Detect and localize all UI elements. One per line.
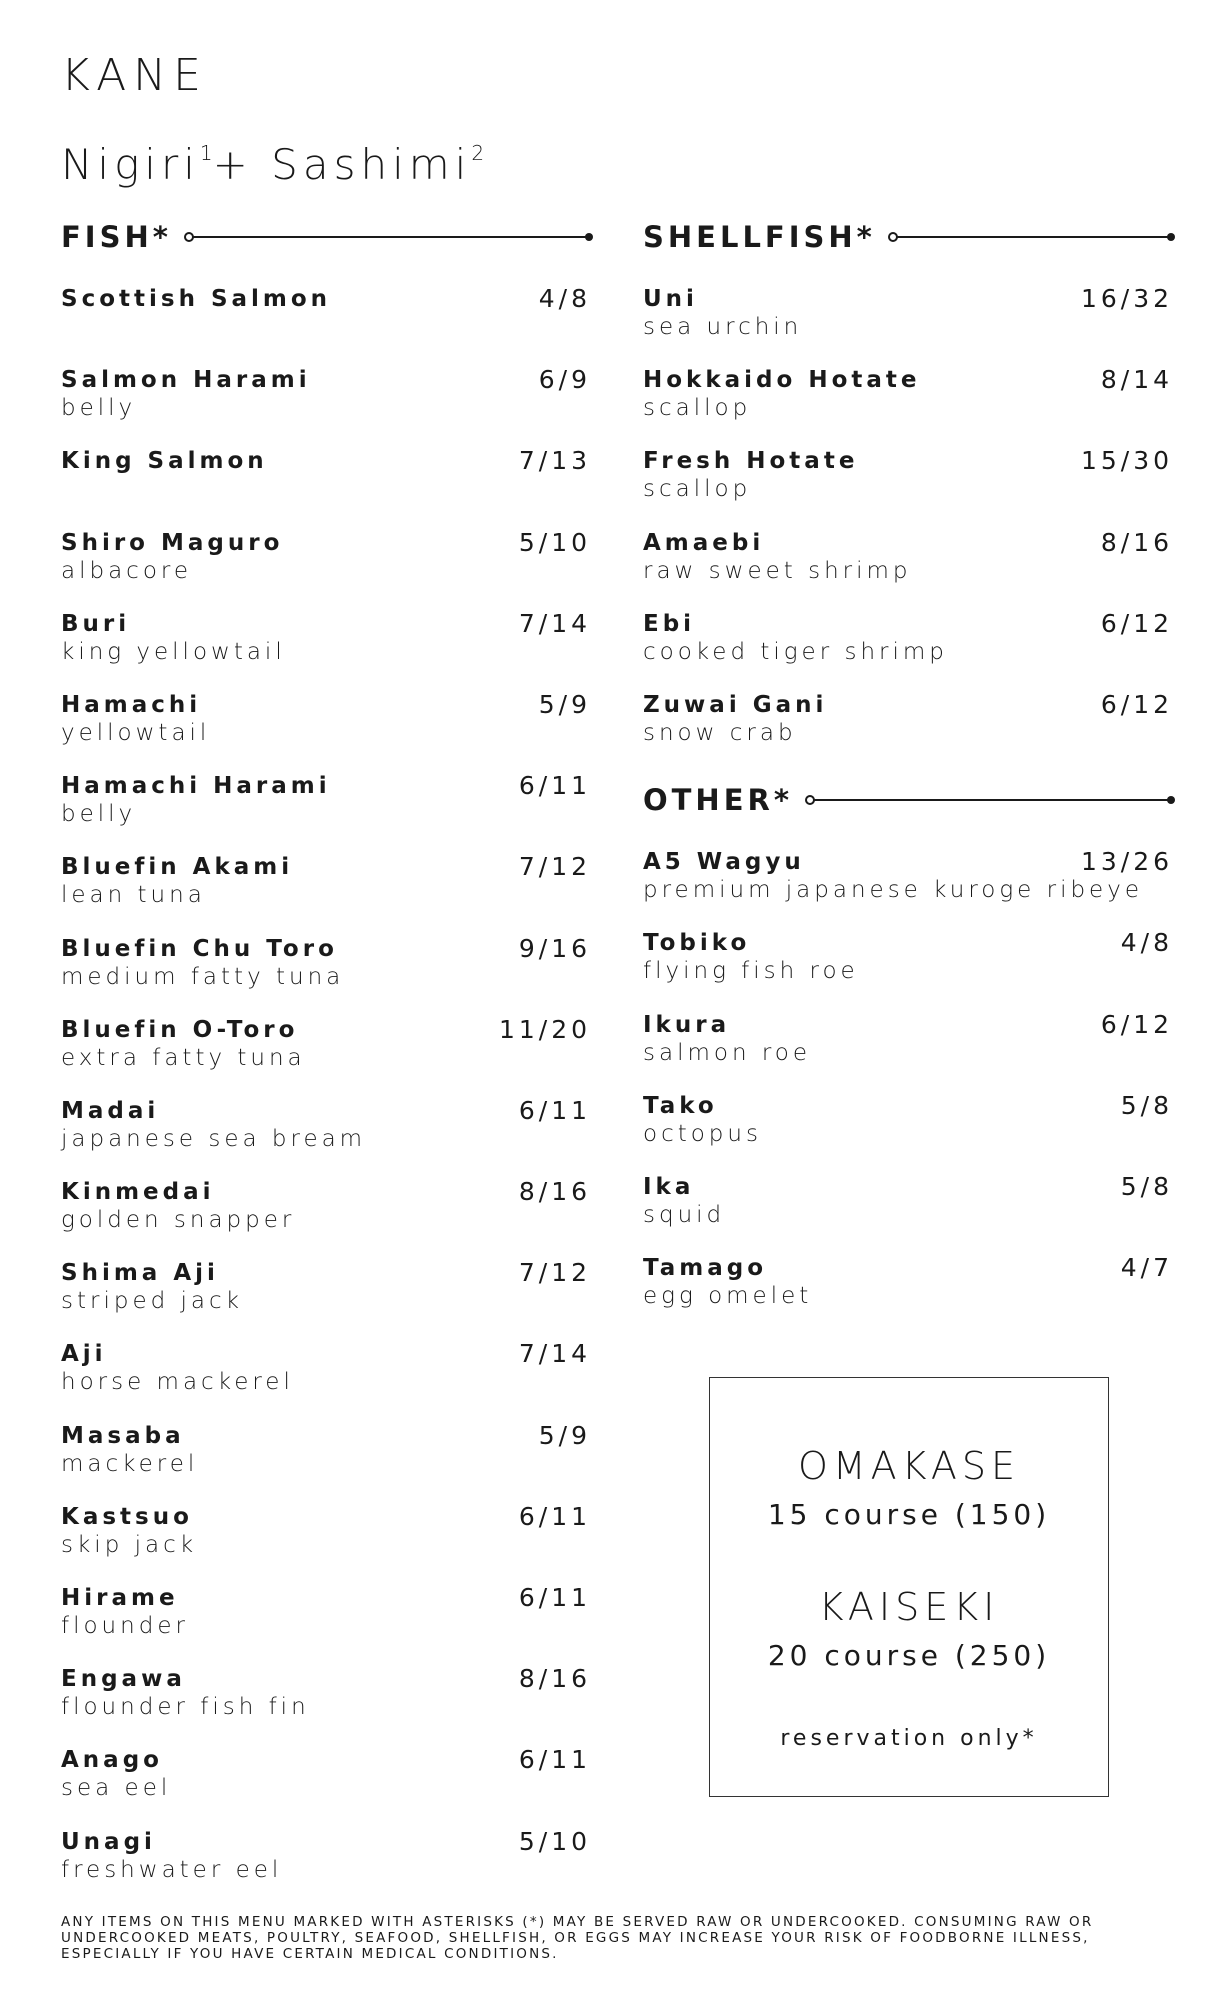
item-price: 7/14 <box>518 1339 591 1369</box>
item-description: lean tuna <box>61 882 206 909</box>
other-list <box>643 848 1173 1335</box>
menu-item <box>643 366 1173 447</box>
omakase-title: OMAKASE <box>797 1444 1021 1488</box>
subtitle-sup-2: 2 <box>471 141 485 165</box>
divider-end-dot <box>585 233 593 241</box>
subtitle-sashimi: + Sashimi <box>212 140 472 189</box>
item-price: 5/9 <box>538 689 591 719</box>
item-name: Masaba <box>61 1422 185 1449</box>
item-name: A5 Wagyu <box>643 849 805 876</box>
menu-item <box>643 1173 1173 1254</box>
item-price: 6/11 <box>518 1583 591 1612</box>
item-description: skip jack <box>61 1531 198 1558</box>
menu-item <box>61 1259 591 1340</box>
kaiseki-detail: 20 course (250) <box>767 1639 1051 1672</box>
menu-item <box>61 935 591 1016</box>
menu-item <box>61 1178 591 1259</box>
fish-column <box>61 215 591 1909</box>
shellfish-list <box>643 285 1173 772</box>
menu-item <box>643 285 1173 366</box>
subtitle-nigiri: Nigiri <box>61 140 200 189</box>
item-description: egg omelet <box>643 1283 813 1310</box>
menu-item <box>643 529 1173 610</box>
item-price: 7/14 <box>518 608 591 638</box>
divider-start-dot <box>888 232 898 242</box>
shellfish-section-title: SHELLFISH* <box>643 220 876 254</box>
item-description: mackerel <box>61 1450 199 1477</box>
menu-subtitle <box>61 140 484 189</box>
item-description: flounder <box>61 1613 189 1639</box>
item-price: 11/20 <box>498 1014 591 1044</box>
menu-item <box>61 1746 591 1827</box>
item-description: albacore <box>61 557 192 584</box>
section-divider <box>192 236 591 238</box>
item-description: striped jack <box>61 1288 243 1315</box>
item-price: 4/8 <box>538 284 591 313</box>
item-price: 5/10 <box>518 1826 591 1856</box>
item-price: 16/32 <box>1080 284 1173 313</box>
item-name: Anago <box>61 1747 163 1774</box>
menu-item <box>61 772 591 853</box>
item-name: Hamachi <box>61 691 202 718</box>
item-price: 7/12 <box>518 852 591 882</box>
item-price: 8/16 <box>1100 527 1173 557</box>
item-name: Aji <box>61 1341 107 1368</box>
raw-food-disclaimer: ANY ITEMS ON THIS MENU MARKED WITH ASTERISKS (*) MAY BE SERVED RAW OR UNDERCOOKED. CONSUMING RAW OR UNDERCOOKED MEATS, POULTRY, SEAFOOD, SHELLFISH, OR EGGS MAY INCREASE YOUR RISK OF FOODBORNE ILLNESS, ESPECIALLY IF YOU HAVE CERTAIN MEDICAL CONDITIONS. <box>61 1914 1094 1962</box>
item-description: belly <box>61 801 137 828</box>
divider-start-dot <box>805 795 815 805</box>
other-section-title: OTHER* <box>643 783 794 818</box>
item-description: snow crab <box>643 719 797 746</box>
item-price: 8/16 <box>518 1664 591 1694</box>
menu-item <box>61 285 591 366</box>
item-description: japanese sea bream <box>61 1125 367 1152</box>
section-divider <box>896 236 1173 238</box>
item-name: Tako <box>643 1092 718 1119</box>
item-name: Salmon Harami <box>61 367 311 394</box>
item-name: Ebi <box>643 610 696 637</box>
menu-item <box>61 1503 591 1584</box>
tasting-menu-box <box>709 1377 1109 1797</box>
item-price: 5/8 <box>1120 1171 1173 1201</box>
item-price: 6/12 <box>1100 1009 1173 1039</box>
item-price: 8/16 <box>518 1177 591 1207</box>
item-description: extra fatty tuna <box>61 1044 306 1071</box>
item-description: premium japanese kuroge ribeye <box>643 877 1143 904</box>
menu-item <box>643 929 1173 1010</box>
menu-item <box>643 1254 1173 1335</box>
item-description: yellowtail <box>61 719 211 746</box>
item-price: 6/12 <box>1100 689 1173 719</box>
item-description: raw sweet shrimp <box>643 557 912 584</box>
kaiseki-title: KAISEKI <box>818 1585 1000 1629</box>
item-description: salmon roe <box>643 1039 812 1066</box>
item-description: horse mackerel <box>61 1369 294 1396</box>
menu-item <box>643 848 1173 929</box>
item-name: Hamachi Harami <box>61 773 331 800</box>
item-name: Tobiko <box>643 930 751 957</box>
item-price: 13/26 <box>1080 847 1173 877</box>
fish-list <box>61 285 591 1909</box>
menu-item <box>643 1092 1173 1173</box>
item-name: Shiro Maguro <box>61 529 284 556</box>
item-description: sea urchin <box>643 314 803 340</box>
menu-item <box>61 1584 591 1665</box>
item-price: 6/11 <box>518 1745 591 1775</box>
item-name: Kastsuo <box>61 1503 193 1530</box>
omakase-detail: 15 course (150) <box>767 1498 1051 1531</box>
item-description: flounder fish fin <box>61 1694 310 1721</box>
item-name: Fresh Hotate <box>643 448 859 475</box>
item-price: 4/7 <box>1120 1253 1173 1283</box>
item-price: 7/12 <box>518 1258 591 1288</box>
item-description: scallop <box>643 476 752 503</box>
item-price: 15/30 <box>1080 446 1173 476</box>
item-name: Engawa <box>61 1666 186 1693</box>
item-name: Uni <box>643 286 698 312</box>
item-price: 8/14 <box>1100 365 1173 395</box>
item-name: Bluefin Akami <box>61 854 294 881</box>
item-price: 6/11 <box>518 771 591 801</box>
menu-item <box>61 529 591 610</box>
menu-item <box>61 1340 591 1421</box>
menu-item <box>61 1016 591 1097</box>
menu-item <box>61 610 591 691</box>
item-price: 7/13 <box>518 446 591 476</box>
item-price: 5/9 <box>538 1420 591 1450</box>
item-description: cooked tiger shrimp <box>643 638 948 665</box>
item-name: Ikura <box>643 1011 731 1038</box>
shellfish-section-header <box>643 215 1173 259</box>
item-name: Tamago <box>643 1255 767 1282</box>
divider-start-dot <box>184 232 194 242</box>
divider-end-dot <box>1167 796 1175 804</box>
item-name: King Salmon <box>61 448 268 475</box>
right-column <box>643 215 1173 1335</box>
item-description: king yellowtail <box>61 638 286 665</box>
item-name: Bluefin Chu Toro <box>61 935 338 962</box>
item-name: Unagi <box>61 1828 156 1855</box>
item-price: 9/16 <box>518 933 591 963</box>
menu-item <box>61 691 591 772</box>
menu-item <box>643 447 1173 528</box>
divider-end-dot <box>1167 233 1175 241</box>
item-name: Ika <box>643 1173 695 1200</box>
item-description: scallop <box>643 395 752 422</box>
item-name: Madai <box>61 1097 160 1124</box>
menu-item <box>61 1828 591 1909</box>
menu-item <box>643 691 1173 772</box>
menu-item <box>61 1422 591 1503</box>
item-price: 6/11 <box>518 1095 591 1125</box>
item-name: Bluefin O-Toro <box>61 1016 299 1043</box>
item-price: 4/8 <box>1120 928 1173 958</box>
menu-item <box>61 1665 591 1746</box>
item-description: belly <box>61 395 137 422</box>
item-name: Scottish Salmon <box>61 286 332 312</box>
menu-item <box>643 610 1173 691</box>
menu-item <box>643 1011 1173 1092</box>
menu-item <box>61 853 591 934</box>
subtitle-sup-1: 1 <box>199 141 213 165</box>
restaurant-name: KANE <box>61 50 208 101</box>
reservation-note: reservation only* <box>780 1726 1038 1751</box>
item-name: Zuwai Gani <box>643 691 828 718</box>
item-price: 6/11 <box>518 1501 591 1531</box>
fish-section-title: FISH* <box>61 220 172 254</box>
item-price: 5/10 <box>518 527 591 557</box>
menu-item <box>61 1097 591 1178</box>
item-description: squid <box>643 1201 726 1228</box>
item-name: Amaebi <box>643 529 765 556</box>
item-price: 5/8 <box>1120 1090 1173 1120</box>
item-name: Hirame <box>61 1585 179 1611</box>
item-description: medium fatty tuna <box>61 963 345 990</box>
item-description: flying fish roe <box>643 958 859 985</box>
item-name: Shima Aji <box>61 1260 219 1287</box>
item-name: Buri <box>61 610 131 637</box>
item-name: Hokkaido Hotate <box>643 367 921 394</box>
item-description: octopus <box>643 1120 762 1147</box>
menu-item <box>61 366 591 447</box>
item-price: 6/9 <box>538 365 591 395</box>
other-section-header <box>643 778 1173 822</box>
fish-section-header <box>61 215 591 259</box>
item-price: 6/12 <box>1100 608 1173 638</box>
menu-item <box>61 447 591 528</box>
item-description: golden snapper <box>61 1207 296 1234</box>
item-description: freshwater eel <box>61 1856 283 1883</box>
section-divider <box>813 799 1173 801</box>
item-name: Kinmedai <box>61 1179 215 1206</box>
item-description: sea eel <box>61 1775 172 1802</box>
